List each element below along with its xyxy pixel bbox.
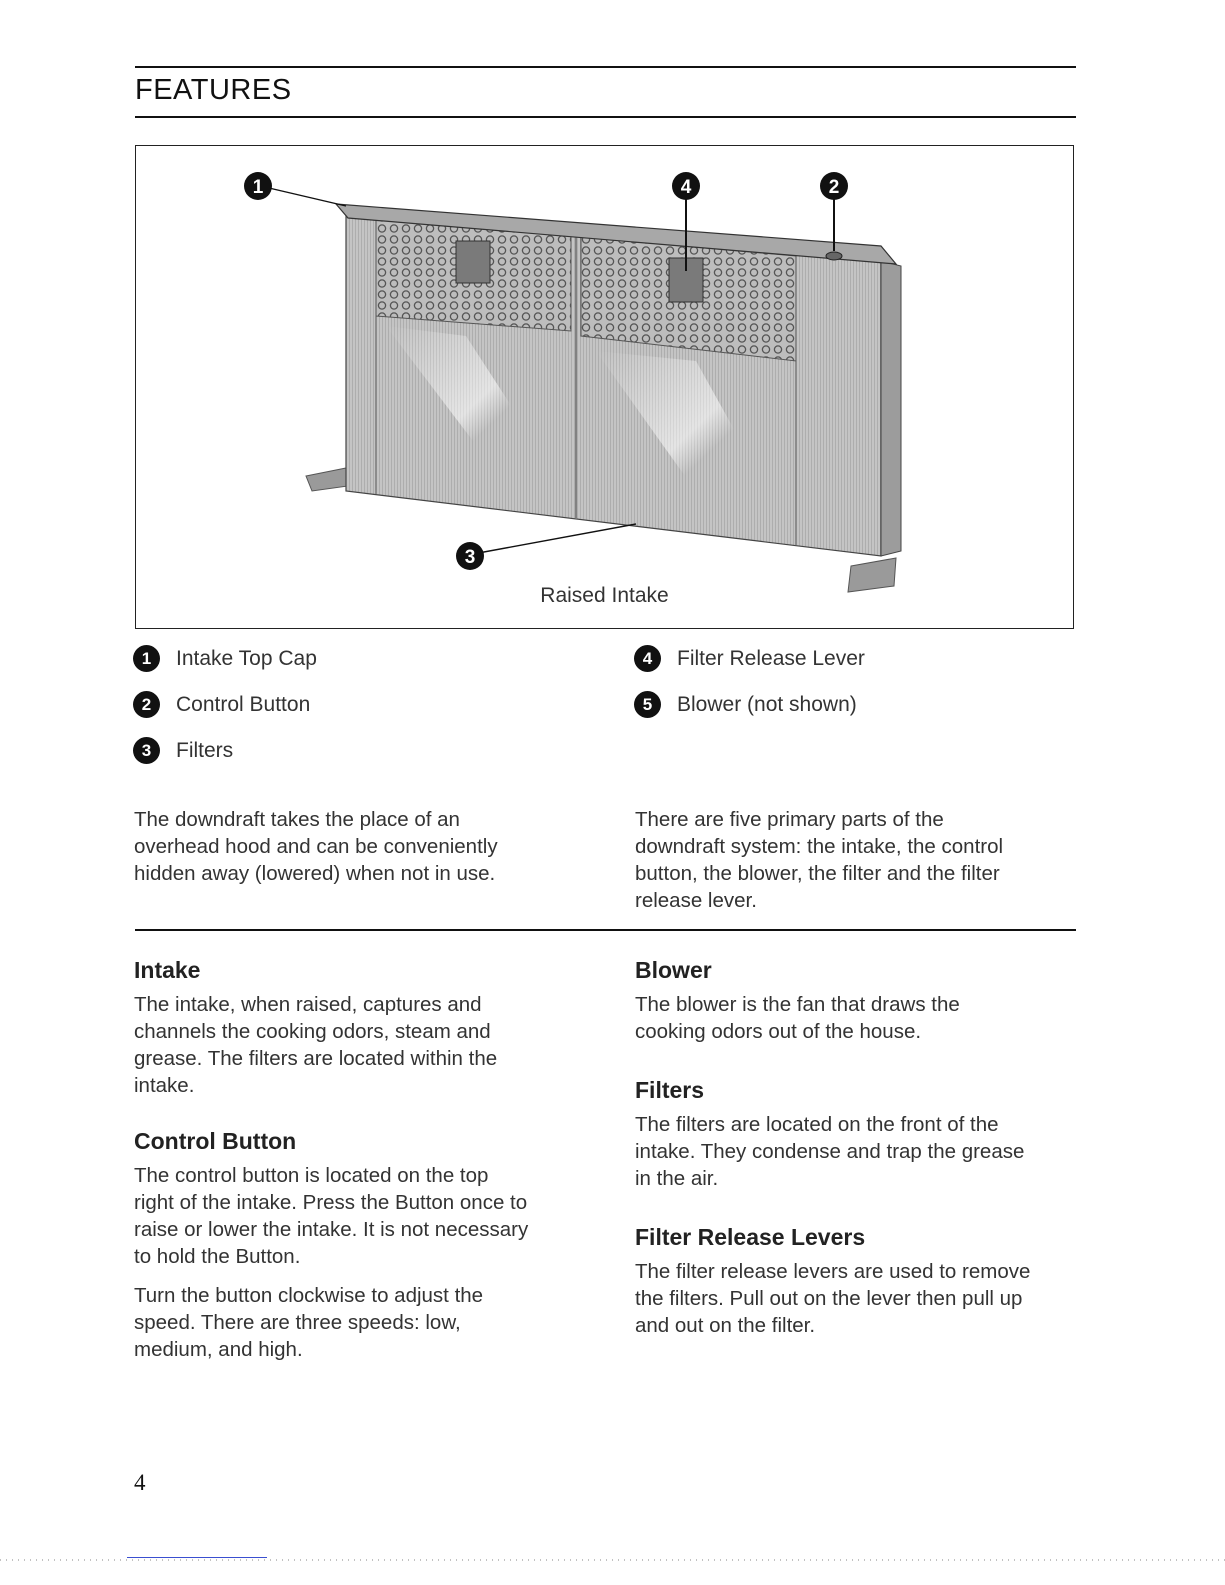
left-release-lever xyxy=(456,241,490,283)
legend-label: Blower (not shown) xyxy=(677,692,857,716)
figure-raised-intake xyxy=(135,145,1074,629)
heading-filter-release-levers: Filter Release Levers xyxy=(635,1224,866,1250)
section-divider xyxy=(135,929,1076,931)
legend-item-2 xyxy=(133,691,310,718)
legend-label: Filters xyxy=(176,738,234,762)
intro-left: The downdraft takes the place of an overhead hood and can be conveniently hidden away (lowered) when not in use. xyxy=(134,808,498,885)
legend-label: Intake Top Cap xyxy=(176,646,317,670)
svg-text:3: 3 xyxy=(464,547,476,568)
callout-4 xyxy=(672,172,700,200)
legend-item-5 xyxy=(634,691,857,718)
legend-badge: 3 xyxy=(133,737,160,764)
legend-badge: 4 xyxy=(634,645,661,672)
svg-text:1: 1 xyxy=(252,177,264,198)
legend-label: Filter Release Lever xyxy=(677,646,865,670)
legend-label: Control Button xyxy=(176,692,311,716)
heading-control-button: Control Button xyxy=(134,1128,297,1154)
svg-text:2: 2 xyxy=(828,177,840,198)
heading-intake: Intake xyxy=(134,957,201,983)
filter-release-text: The filter release levers are used to remove the filters. Pull out on the lever then pull up and out on the filter. xyxy=(635,1260,1031,1337)
legend-item-4 xyxy=(634,645,865,672)
figure-caption: Raised Intake xyxy=(540,584,669,607)
page-number: 4 xyxy=(134,1470,146,1495)
legend-badge: 2 xyxy=(133,691,160,718)
intake-side xyxy=(881,261,901,556)
intake-text: The intake, when raised, captures and channels the cooking odors, steam and grease. The filters are located within the intake. xyxy=(134,993,498,1097)
heading-blower: Blower xyxy=(635,957,712,983)
scan-artifact-dots xyxy=(0,1559,1225,1561)
legend-badge: 1 xyxy=(133,645,160,672)
blower-text: The blower is the fan that draws the cooking odors out of the house. xyxy=(635,993,960,1043)
legend-item-3 xyxy=(133,737,233,764)
heading-filters: Filters xyxy=(635,1077,705,1103)
downdraft-illustration xyxy=(136,146,1073,628)
callout-3 xyxy=(456,542,484,570)
legend-item-1 xyxy=(133,645,317,672)
control-button-shape xyxy=(826,252,842,260)
title-rule xyxy=(135,116,1076,118)
callout-2 xyxy=(820,172,848,200)
control-button-text-1: The control button is located on the top right of the intake. Press the Button once to raise or lower the intake. It is not necessary to hold the Button. xyxy=(134,1164,529,1268)
left-foot xyxy=(306,468,348,491)
filters-text: The filters are located on the front of the intake. They condense and trap the grease in the air. xyxy=(635,1113,1025,1190)
callout-1 xyxy=(244,172,272,200)
top-rule xyxy=(135,66,1076,68)
scan-artifact-line xyxy=(127,1557,267,1558)
svg-text:4: 4 xyxy=(680,177,692,198)
legend-badge: 5 xyxy=(634,691,661,718)
section-title: FEATURES xyxy=(135,74,292,106)
control-button-text-2: Turn the button clockwise to adjust the speed. There are three speeds: low, medium, and high. xyxy=(134,1284,484,1361)
intro-right: There are five primary parts of the downdraft system: the intake, the control button, the blower, the filter and the filter release lever. xyxy=(635,808,1004,912)
